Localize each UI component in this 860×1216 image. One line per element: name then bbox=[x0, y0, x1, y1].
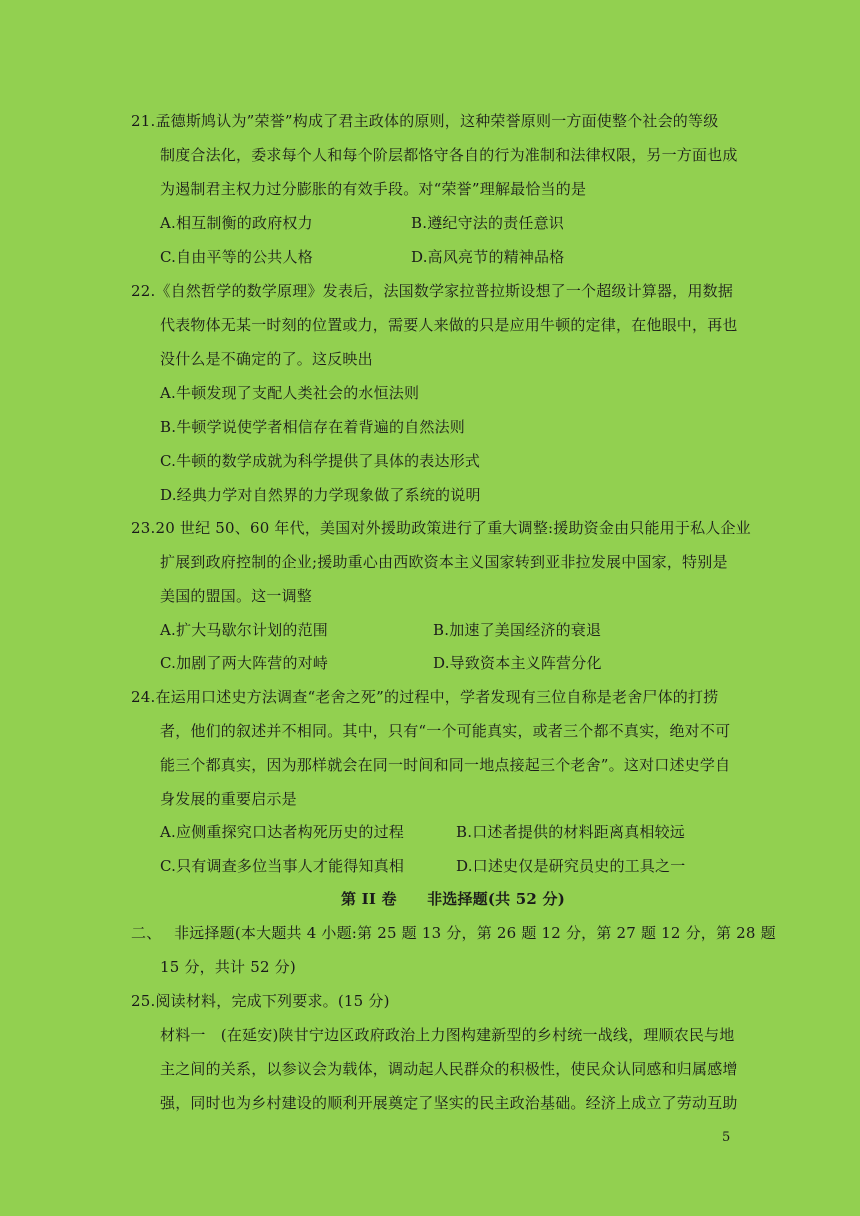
section-ii-title: 第 II 卷 非选择题(共 52 分) bbox=[341, 890, 565, 908]
q24-stem-line1: 24.在运用口述史方法调查“老舍之死”的过程中，学者发现有三位自称是老舍尸体的打捞 bbox=[131, 688, 719, 706]
q24-option-a: A.应侧重探究口达者构死历史的过程 bbox=[160, 823, 405, 841]
q21-option-a: A.相互制衡的政府权力 bbox=[160, 214, 313, 232]
q24-option-d: D.口述史仅是研究员史的工具之一 bbox=[456, 857, 686, 875]
q23-option-c: C.加剧了两大阵营的对峙 bbox=[160, 654, 329, 672]
q23-option-d: D.导致资本主义阵营分化 bbox=[433, 654, 602, 672]
q22-option-b: B.牛顿学说使学者相信存在着背遍的自然法则 bbox=[160, 418, 465, 436]
section-ii-instructions-line1: 二、 非远择题(本大题共 4 小题:第 25 题 13 分，第 26 题 12 分，第 27 题 12 分，第 28 题 bbox=[131, 924, 776, 942]
q24-stem-line2: 者，他们的叙述并不相同。其中，只有“一个可能真实，或者三个都不真实，绝对不可 bbox=[160, 722, 731, 740]
q21-option-d: D.高风亮节的精神品格 bbox=[411, 248, 565, 266]
q24-stem-line3: 能三个都真实，因为那样就会在同一时间和同一地点接起三个老舍”。这对口述史学自 bbox=[160, 756, 731, 774]
q22-option-a: A.牛顿发现了支配人类社会的水恒法则 bbox=[160, 384, 420, 402]
page-number: 5 bbox=[722, 1130, 731, 1145]
q21-stem-line1: 21.孟德斯鸠认为”荣誉”构成了君主政体的原则，这种荣誉原则一方面使整个社会的等级 bbox=[131, 112, 719, 130]
q23-option-b: B.加速了美国经济的衰退 bbox=[433, 621, 602, 639]
section-ii-instructions-line2: 15 分，共计 52 分) bbox=[160, 958, 296, 976]
q23-stem-line1: 23.20 世纪 50、60 年代，美国对外援助政策进行了重大调整:援助资金由只能用于私人企业 bbox=[131, 519, 751, 537]
q23-stem-line3: 美国的盟国。这一调整 bbox=[160, 587, 313, 605]
q21-option-b: B.遵纪守法的责任意识 bbox=[411, 214, 564, 232]
q25-stem: 25.阅读材料，完成下列要求。(15 分) bbox=[131, 992, 390, 1010]
q21-option-c: C.自由平等的公共人格 bbox=[160, 248, 313, 266]
q24-option-c: C.只有调查多位当事人才能得知真相 bbox=[160, 857, 405, 875]
q25-material-line1: 材料一 (在延安)陕甘宁边区政府政治上力图构建新型的乡村统一战线，理顺农民与地 bbox=[160, 1026, 735, 1044]
q25-material-line2: 主之间的关系，以参议会为载体，调动起人民群众的积极性，使民众认同感和归属感增 bbox=[160, 1060, 738, 1078]
q25-material-line3: 强，同时也为乡村建设的顺利开展奠定了坚实的民主政治基础。经济上成立了劳动互助 bbox=[160, 1094, 738, 1112]
q22-option-d: D.经典力学对自然界的力学现象做了系统的说明 bbox=[160, 486, 481, 504]
q21-stem-line2: 制度合法化，委求每个人和每个阶层都恪守各自的行为准制和法律权限，另一方面也成 bbox=[160, 146, 738, 164]
q24-option-b: B.口述者提供的材料距离真相较远 bbox=[456, 823, 685, 841]
q21-stem-line3: 为遏制君主权力过分膨胀的有效手段。对“荣誉”理解最恰当的是 bbox=[160, 180, 587, 198]
q23-stem-line2: 扩展到政府控制的企业;援助重心由西欧资本主义国家转到亚非拉发展中国家，特别是 bbox=[160, 553, 728, 571]
q22-stem-line1: 22.《自然哲学的数学原理》发表后，法国数学家拉普拉斯设想了一个超级计算器，用数据 bbox=[131, 282, 734, 300]
q22-option-c: C.牛顿的数学成就为科学提供了具体的表达形式 bbox=[160, 452, 481, 470]
q22-stem-line2: 代表物体无某一时刻的位置或力，需要人来做的只是应用牛顿的定律，在他眼中，再也 bbox=[160, 316, 738, 334]
q23-option-a: A.扩大马歇尔计划的范围 bbox=[160, 621, 329, 639]
q24-stem-line4: 身发展的重要启示是 bbox=[160, 790, 297, 808]
q22-stem-line3: 没什么是不确定的了。这反映出 bbox=[160, 350, 373, 368]
